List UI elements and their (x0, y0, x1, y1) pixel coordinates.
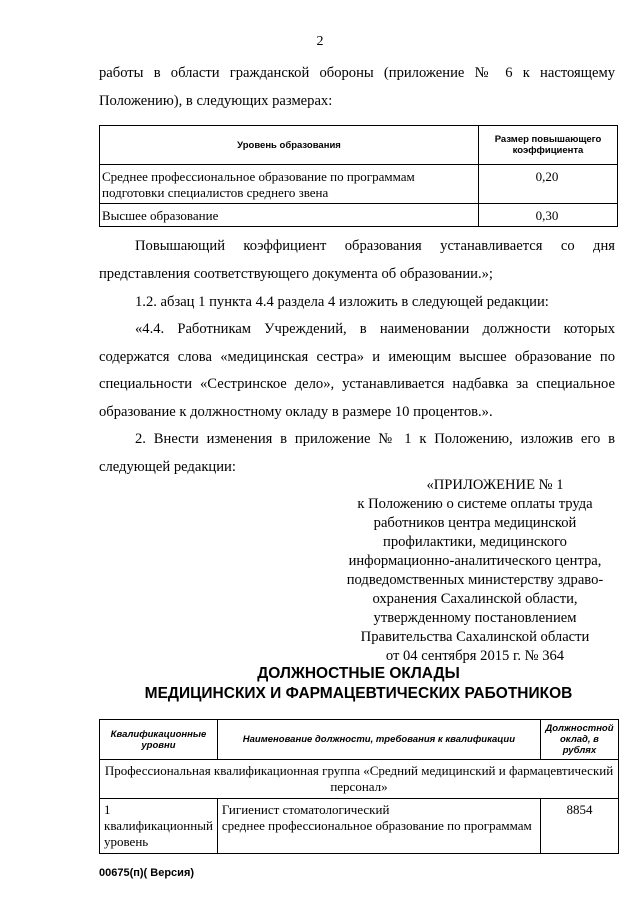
paragraph-amendment-2: 2. Внести изменения в приложение № 1 к Положению, изложив его в следующей редакции: (99, 431, 615, 475)
education-coefficient-table (99, 125, 618, 227)
column-header-position: Наименование должности, требования к квалификации (217, 720, 540, 760)
appendix-line: от 04 сентября 2015 г. № 364 (385, 648, 565, 664)
appendix-title: «ПРИЛОЖЕНИЕ № 1 (426, 477, 564, 493)
section-heading (99, 664, 618, 704)
qualification-level-cell: 1 квалификационный уровень (100, 799, 218, 854)
table-row (100, 165, 618, 204)
paragraph-amendment-1-2: 1.2. абзац 1 пункта 4.4 раздела 4 изложить в следующей редакции: (135, 294, 549, 310)
appendix-line: профилактики, медицинского (383, 534, 567, 550)
paragraph-clause-4-4: «4.4. Работникам Учреждений, в наименовании должности которых содержатся слова «медицинская сестра» и имеющим высшее образование по специальности «Сестринское дело», устанавливается надбавка за специальное образование к должностному окладу в размере 10 процентов.». (99, 321, 615, 420)
appendix-line: подведомственных министерству здраво- (346, 572, 604, 588)
coefficient-cell: 0,20 (479, 165, 618, 204)
appendix-line: информационно-аналитического центра, (348, 553, 602, 569)
column-header-coefficient: Размер повышающего коэффициента (479, 126, 618, 165)
paragraph-coefficient-note: Повышающий коэффициент образования устанавливается со дня представления соответствующего документа об образовании.»; (99, 238, 615, 282)
column-header-salary: Должностной оклад, в рублях (540, 720, 618, 760)
heading-line: МЕДИЦИНСКИХ И ФАРМАЦЕВТИЧЕСКИХ РАБОТНИКОВ (144, 685, 573, 702)
heading-line: ДОЛЖНОСТНЫЕ ОКЛАДЫ (257, 665, 460, 682)
position-cell (217, 799, 540, 854)
column-header-qualification-level: Квалификационные уровни (100, 720, 218, 760)
salary-table (99, 719, 619, 854)
page-number: 2 (316, 34, 324, 49)
table-row (100, 204, 618, 227)
intro-paragraph: работы в области гражданской обороны (приложение № 6 к настоящему Положению), в следующих размерах: (99, 65, 615, 109)
appendix-reference (330, 476, 620, 666)
table-header-row (100, 720, 619, 760)
table-row (100, 760, 619, 799)
education-level-cell: Высшее образование (100, 204, 479, 227)
coefficient-cell: 0,30 (479, 204, 618, 227)
position-requirement: среднее профессиональное образование по программам (221, 818, 532, 833)
salary-cell: 8854 (540, 799, 618, 854)
appendix-line: к Положению о системе оплаты труда (357, 496, 593, 512)
appendix-line: работников центра медицинской (373, 515, 577, 531)
education-level-cell: Среднее профессиональное образование по программам подготовки специалистов среднего звена (100, 165, 479, 204)
column-header-education-level: Уровень образования (100, 126, 479, 165)
qualification-group-cell: Профессиональная квалификационная группа «Средний медицинский и фармацевтический персонал» (100, 760, 619, 799)
table-header-row (100, 126, 618, 165)
position-title: Гигиенист стоматологический (221, 802, 390, 817)
appendix-line: охранения Сахалинской области, (372, 591, 578, 607)
appendix-line: Правительства Сахалинской области (360, 629, 590, 645)
appendix-line: утвержденному постановлением (373, 610, 577, 626)
document-footer-code: 00675(п)( Версия) (99, 867, 195, 879)
table-row (100, 799, 619, 854)
